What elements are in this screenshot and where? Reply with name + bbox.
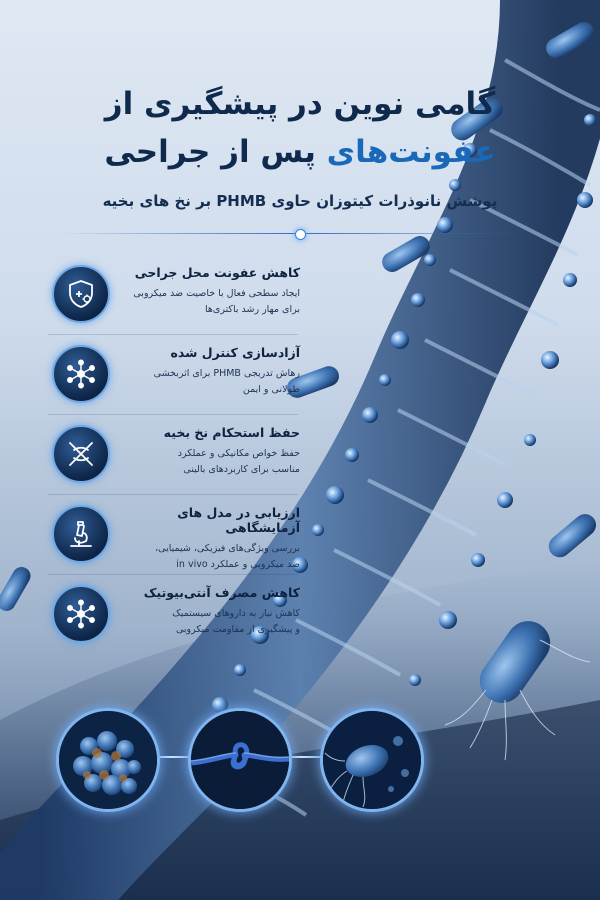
microscope-icon [52, 505, 110, 563]
feature-description: حفظ خواص مکانیکی و عملکرد مناسب برای کاربردهای بالینی [177, 448, 300, 475]
feature-description: رهاش تدریجی PHMB برای اثربخشی طولانی و ایمن [153, 368, 300, 395]
divider-dot [295, 229, 306, 240]
feature-title: حفظ استحکام نخ بخیه [163, 425, 300, 440]
feature-description: بررسی ویژگی‌های فیزیکی، شیمیایی، ضد میکروبی و عملکرد in vivo [155, 543, 300, 570]
suture-knot-image [188, 708, 292, 812]
title-line-1: گامی نوین در پیشگیری از [104, 86, 496, 122]
feature-item [48, 575, 298, 654]
bottom-image-row [0, 700, 600, 820]
feature-text [114, 345, 300, 398]
bacteria-cluster-image [56, 708, 160, 812]
feature-text [114, 265, 300, 318]
feature-title: ارزیابی در مدل های آزمایشگاهی [177, 505, 300, 535]
shield-virus-icon [52, 265, 110, 323]
feature-description: ایجاد سطحی فعال با خاصیت ضد میکروبی برای مهار رشد باکتری‌ها [133, 288, 300, 315]
feature-item [48, 495, 298, 575]
feature-title: کاهش عفونت محل جراحی [134, 265, 300, 280]
feature-text [114, 585, 300, 638]
feature-title: آزادسازی کنترل شده [170, 345, 300, 360]
feature-item [48, 415, 298, 495]
feature-title: کاهش مصرف آنتی‌بیوتیک [143, 585, 300, 600]
feature-text [114, 505, 300, 573]
page-title [40, 80, 560, 176]
subtitle: پوشش نانوذرات کیتوزان حاوی PHMB بر نخ های بخیه [102, 192, 498, 210]
title-accent: عفونت‌های [326, 134, 496, 170]
molecule-network-icon [52, 585, 110, 643]
title-line-2-rest: پس از جراحی [104, 134, 316, 170]
feature-description: کاهش نیاز به داروهای سیستمیک و پیشگیری از مقاومت میکروبی [172, 608, 300, 635]
bacterium-closeup-image [320, 708, 424, 812]
feature-item [48, 335, 298, 415]
suture-knot-icon [52, 425, 110, 483]
feature-item [48, 255, 298, 335]
feature-text [114, 425, 300, 478]
molecule-network-icon [52, 345, 110, 403]
feature-list [48, 255, 298, 654]
title-line-2 [40, 128, 560, 176]
